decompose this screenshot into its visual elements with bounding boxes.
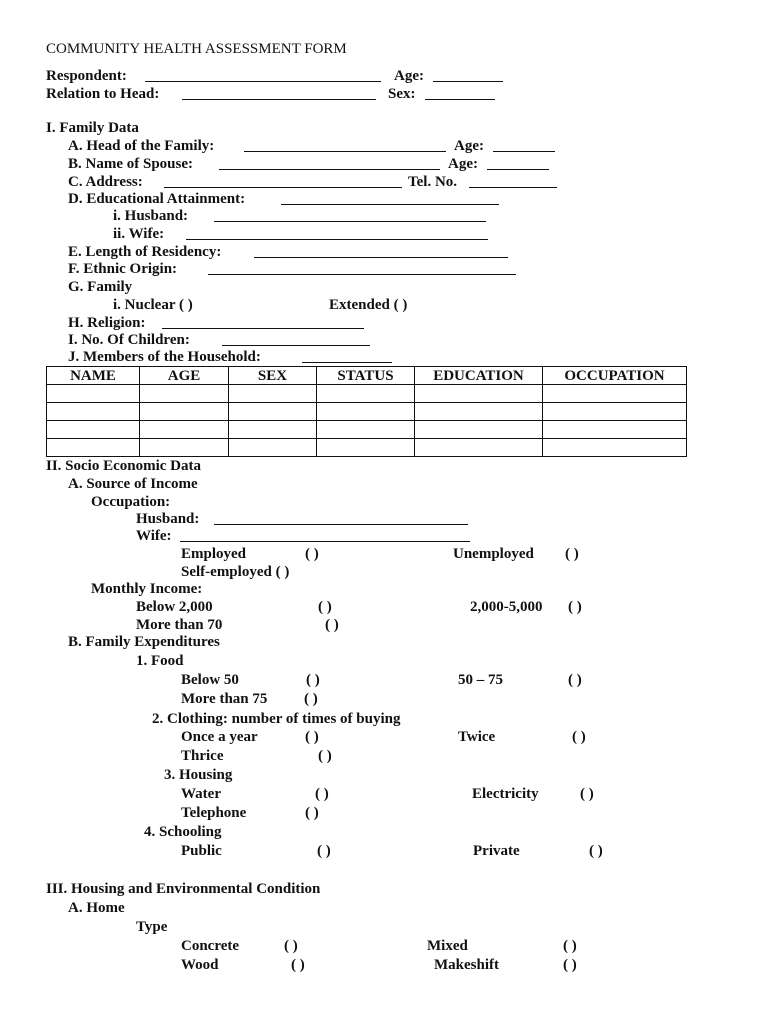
table-cell[interactable] <box>415 385 543 403</box>
housing-expense-label: 3. Housing <box>164 767 233 783</box>
column-header-name: NAME <box>47 367 140 385</box>
education-label: D. Educational Attainment: <box>68 191 246 207</box>
public-label: Public <box>181 843 222 859</box>
below-2000-checkbox[interactable]: ( ) <box>318 599 332 615</box>
wood-checkbox[interactable]: ( ) <box>291 957 305 973</box>
twice-checkbox[interactable]: ( ) <box>572 729 586 745</box>
more-than-75-label: More than 75 <box>181 691 268 707</box>
table-row <box>47 421 687 439</box>
column-header-occupation: OCCUPATION <box>543 367 687 385</box>
table-cell[interactable] <box>543 439 687 457</box>
range-50-75-checkbox[interactable]: ( ) <box>568 672 582 688</box>
members-label: J. Members of the Household: <box>68 349 261 365</box>
table-row <box>47 439 687 457</box>
income-source-label: A. Source of Income <box>68 476 198 492</box>
table-cell[interactable] <box>47 385 140 403</box>
husband-education-label: i. Husband: <box>113 208 189 224</box>
mixed-checkbox[interactable]: ( ) <box>563 938 577 954</box>
unemployed-label: Unemployed <box>453 546 534 562</box>
address-field[interactable] <box>164 187 402 188</box>
table-cell[interactable] <box>47 421 140 439</box>
relation-label: Relation to Head: <box>46 86 160 102</box>
table-cell[interactable] <box>543 385 687 403</box>
ethnic-field[interactable] <box>208 274 516 275</box>
table-row <box>47 403 687 421</box>
below-50-label: Below 50 <box>181 672 239 688</box>
wife-education-field[interactable] <box>186 239 488 240</box>
husband-occupation-label: Husband: <box>136 511 200 527</box>
family-data-heading: I. Family Data <box>46 120 139 136</box>
wife-education-label: ii. Wife: <box>113 226 165 242</box>
below-2000-label: Below 2,000 <box>136 599 213 615</box>
spouse-age-field[interactable] <box>487 169 549 170</box>
husband-education-field[interactable] <box>214 221 486 222</box>
ethnic-label: F. Ethnic Origin: <box>68 261 178 277</box>
husband-occupation-field[interactable] <box>214 524 468 525</box>
monthly-income-label: Monthly Income: <box>91 581 203 597</box>
telephone-checkbox[interactable]: ( ) <box>305 805 319 821</box>
household-table <box>46 366 687 457</box>
table-header-row <box>47 367 687 385</box>
below-50-checkbox[interactable]: ( ) <box>306 672 320 688</box>
housing-heading: III. Housing and Environmental Condition <box>46 881 321 897</box>
column-header-education: EDUCATION <box>415 367 543 385</box>
nuclear-option[interactable]: i. Nuclear ( ) <box>113 297 193 313</box>
wood-label: Wood <box>181 957 219 973</box>
education-field[interactable] <box>281 204 499 205</box>
once-a-year-checkbox[interactable]: ( ) <box>305 729 319 745</box>
column-header-status: STATUS <box>317 367 415 385</box>
expenditures-label: B. Family Expenditures <box>68 634 220 650</box>
table-cell[interactable] <box>47 403 140 421</box>
children-field[interactable] <box>222 345 370 346</box>
table-cell[interactable] <box>229 385 317 403</box>
water-checkbox[interactable]: ( ) <box>315 786 329 802</box>
wife-occupation-label: Wife: <box>136 528 172 544</box>
column-header-age: AGE <box>140 367 229 385</box>
religion-field[interactable] <box>162 328 364 329</box>
table-cell[interactable] <box>229 439 317 457</box>
residency-field[interactable] <box>254 257 508 258</box>
range-50-75-label: 50 – 75 <box>458 672 503 688</box>
table-cell[interactable] <box>140 385 229 403</box>
table-cell[interactable] <box>543 403 687 421</box>
family-type-label: G. Family <box>68 279 133 295</box>
spouse-age-label: Age: <box>448 156 478 172</box>
employed-checkbox[interactable]: ( ) <box>305 546 319 562</box>
makeshift-label: Makeshift <box>434 957 499 973</box>
head-age-label: Age: <box>454 138 484 154</box>
electricity-label: Electricity <box>472 786 539 802</box>
head-label: A. Head of the Family: <box>68 138 215 154</box>
clothing-label: 2. Clothing: number of times of buying <box>152 711 401 727</box>
extended-option[interactable]: Extended ( ) <box>329 297 408 313</box>
table-cell[interactable] <box>47 439 140 457</box>
members-field[interactable] <box>302 362 392 363</box>
respondent-field[interactable] <box>145 81 381 82</box>
range-2000-5000-checkbox[interactable]: ( ) <box>568 599 582 615</box>
residency-label: E. Length of Residency: <box>68 244 222 260</box>
public-checkbox[interactable]: ( ) <box>317 843 331 859</box>
water-label: Water <box>181 786 221 802</box>
table-cell[interactable] <box>140 421 229 439</box>
home-label: A. Home <box>68 900 125 916</box>
type-label: Type <box>136 919 168 935</box>
concrete-label: Concrete <box>181 938 240 954</box>
religion-label: H. Religion: <box>68 315 146 331</box>
private-label: Private <box>473 843 520 859</box>
head-field[interactable] <box>244 151 446 152</box>
mixed-label: Mixed <box>427 938 468 954</box>
more-than-75-checkbox[interactable]: ( ) <box>304 691 318 707</box>
thrice-label: Thrice <box>181 748 224 764</box>
table-cell[interactable] <box>415 439 543 457</box>
tel-field[interactable] <box>469 187 557 188</box>
children-label: I. No. Of Children: <box>68 332 190 348</box>
table-cell[interactable] <box>229 403 317 421</box>
electricity-checkbox[interactable]: ( ) <box>580 786 594 802</box>
unemployed-checkbox[interactable]: ( ) <box>565 546 579 562</box>
more-than-70-label: More than 70 <box>136 617 223 633</box>
spouse-field[interactable] <box>219 169 440 170</box>
self-employed-option[interactable]: Self-employed ( ) <box>181 564 290 580</box>
tel-label: Tel. No. <box>408 174 458 190</box>
table-cell[interactable] <box>317 403 415 421</box>
table-cell[interactable] <box>140 403 229 421</box>
socio-heading: II. Socio Economic Data <box>46 458 201 474</box>
head-age-field[interactable] <box>493 151 555 152</box>
table-cell[interactable] <box>229 421 317 439</box>
sex-field[interactable] <box>425 99 495 100</box>
range-2000-5000-label: 2,000-5,000 <box>470 599 543 615</box>
column-header-sex: SEX <box>229 367 317 385</box>
address-label: C. Address: <box>68 174 143 190</box>
table-cell[interactable] <box>415 403 543 421</box>
schooling-label: 4. Schooling <box>144 824 222 840</box>
once-a-year-label: Once a year <box>181 729 258 745</box>
occupation-label: Occupation: <box>91 494 171 510</box>
relation-field[interactable] <box>182 99 376 100</box>
wife-occupation-field[interactable] <box>180 541 470 542</box>
respondent-age-field[interactable] <box>433 81 503 82</box>
respondent-label: Respondent: <box>46 68 127 84</box>
sex-label: Sex: <box>388 86 416 102</box>
spouse-label: B. Name of Spouse: <box>68 156 194 172</box>
concrete-checkbox[interactable]: ( ) <box>284 938 298 954</box>
respondent-age-label: Age: <box>394 68 424 84</box>
table-cell[interactable] <box>317 385 415 403</box>
table-cell[interactable] <box>317 421 415 439</box>
table-cell[interactable] <box>415 421 543 439</box>
thrice-checkbox[interactable]: ( ) <box>318 748 332 764</box>
private-checkbox[interactable]: ( ) <box>589 843 603 859</box>
table-cell[interactable] <box>140 439 229 457</box>
makeshift-checkbox[interactable]: ( ) <box>563 957 577 973</box>
table-cell[interactable] <box>317 439 415 457</box>
more-than-70-checkbox[interactable]: ( ) <box>325 617 339 633</box>
telephone-label: Telephone <box>181 805 247 821</box>
employed-label: Employed <box>181 546 247 562</box>
food-label: 1. Food <box>136 653 184 669</box>
table-cell[interactable] <box>543 421 687 439</box>
table-row <box>47 385 687 403</box>
page-title: COMMUNITY HEALTH ASSESSMENT FORM <box>46 41 347 57</box>
twice-label: Twice <box>458 729 496 745</box>
